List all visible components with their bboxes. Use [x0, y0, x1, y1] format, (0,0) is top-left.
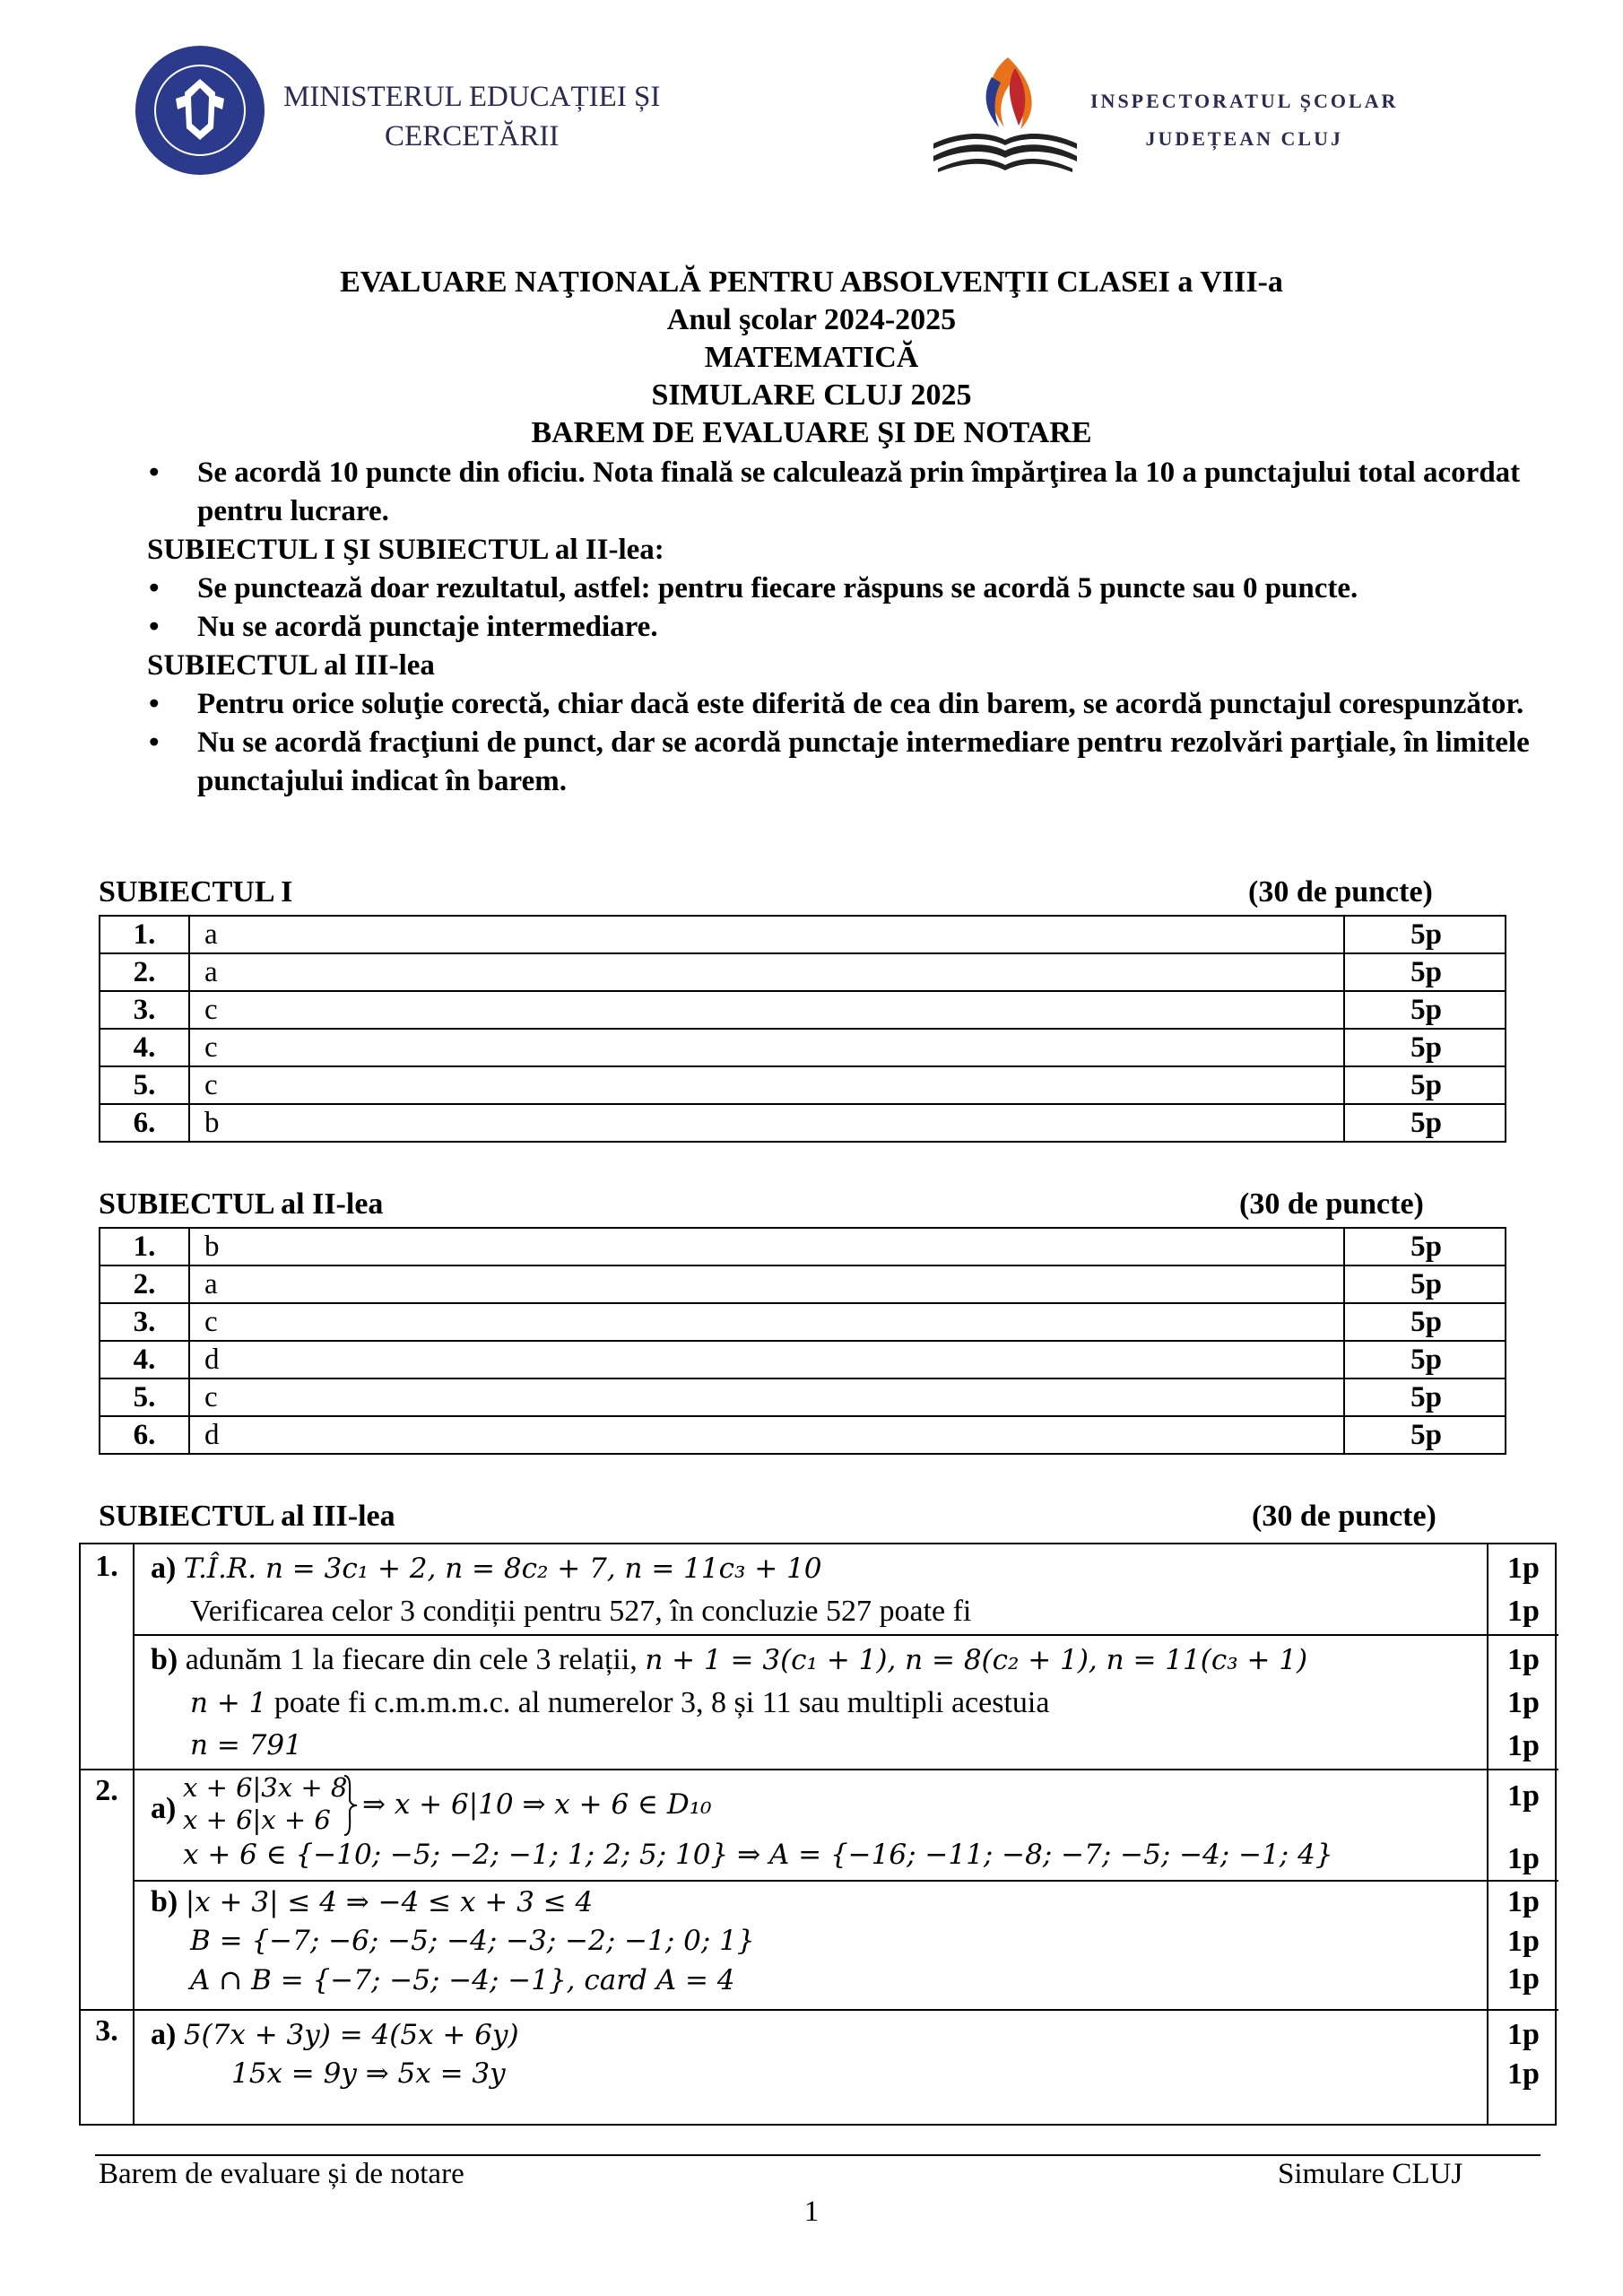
p2b-formula: |x + 3| ≤ 4 ⇒ −4 ≤ x + 3 ≤ 4: [185, 1886, 594, 1918]
row-points: 5p: [1344, 1303, 1506, 1341]
table-row: [100, 1265, 1506, 1303]
p1a-label: a): [151, 1552, 177, 1585]
isj-line-1: INSPECTORATUL ȘCOLAR: [1090, 90, 1399, 112]
p3a-line-1: [151, 2018, 519, 2052]
p2a-implication: ⇒ x + 6|10 ⇒ x + 6 ∈ D₁₀: [362, 1788, 712, 1821]
title-school-year: Anul şcolar 2024-2025: [666, 303, 957, 336]
isj-line-2: JUDEȚEAN CLUJ: [1145, 127, 1343, 150]
table-row: [100, 1228, 1506, 1265]
footer-left: Barem de evaluare și de notare: [99, 2158, 464, 2190]
p2a-system-line-2: x + 6|x + 6: [183, 1805, 331, 1835]
column-divider: [133, 1544, 135, 2124]
p3a-point-2: 1p: [1507, 2057, 1540, 2091]
row-points: 5p: [1344, 916, 1506, 953]
p1b-line-3: n = 791: [190, 1729, 302, 1761]
isj-book-flame-logo-icon: [929, 50, 1081, 176]
row-number: 4.: [100, 1341, 189, 1378]
row-answer: d: [189, 1341, 1344, 1378]
row-number: 5.: [100, 1378, 189, 1416]
p1b-line-2: [190, 1686, 1049, 1720]
right-brace-icon: [343, 1774, 359, 1837]
romanian-government-crest-icon: [133, 43, 267, 178]
ministry-line-1: MINISTERUL EDUCAȚIEI ȘI: [283, 81, 661, 113]
s2-answer-table: [99, 1227, 1506, 1455]
p1b-formula: n + 1 = 3(c₁ + 1), n = 8(c₂ + 1), n = 11(c₃ + 1): [645, 1644, 1308, 1676]
row-number: 3.: [100, 991, 189, 1029]
p1b-text: adunăm 1 la fiecare din cele 3 relații,: [185, 1643, 638, 1676]
row-answer: c: [189, 991, 1344, 1029]
s1-answer-table: [99, 915, 1506, 1143]
row-number: 6.: [100, 1416, 189, 1454]
row-answer: b: [189, 1104, 1344, 1142]
table-row: [100, 1029, 1506, 1066]
row-points: 5p: [1344, 1416, 1506, 1454]
row-number: 6.: [100, 1104, 189, 1142]
row-number: 4.: [100, 1029, 189, 1066]
s3-title: SUBIECTUL al III-lea: [99, 1500, 395, 1533]
table-row: [100, 1066, 1506, 1104]
p2a-point-1: 1p: [1507, 1779, 1540, 1813]
p2a-system-line-1: x + 6|3x + 8: [183, 1772, 348, 1803]
footer-divider: [95, 2154, 1541, 2156]
s1-heading: [99, 875, 1433, 909]
problem-1-number: 1.: [95, 1550, 118, 1583]
s3-points: (30 de puncte): [1252, 1500, 1436, 1533]
title-exam: EVALUARE NAŢIONALĂ PENTRU ABSOLVENŢII CLASEI a VIII-a: [340, 265, 1283, 299]
row-points: 5p: [1344, 1029, 1506, 1066]
row-points: 5p: [1344, 953, 1506, 991]
s2-points: (30 de puncte): [1239, 1187, 1424, 1221]
s2-heading: [99, 1187, 1424, 1222]
title-subject: MATEMATICĂ: [704, 341, 919, 374]
problem-2-number: 2.: [95, 1774, 118, 1807]
rule-result-only: • Se punctează doar rezultatul, astfel: pentru fiecare răspuns se acordă 5 puncte sau 0 puncte.: [147, 570, 1564, 608]
p1b-point-3: 1p: [1507, 1729, 1540, 1762]
rule-no-intermediate: • Nu se acordă punctaje intermediare.: [147, 608, 1564, 647]
p2a-label: a): [151, 1792, 177, 1825]
p2b-line-2: B = {−7; −6; −5; −4; −3; −2; −1; 0; 1}: [190, 1925, 755, 1957]
rules-heading-s3: SUBIECTUL al III-lea: [147, 649, 435, 682]
title-simulation: SIMULARE CLUJ 2025: [651, 378, 972, 412]
row-points: 5p: [1344, 1265, 1506, 1303]
row-points: 5p: [1344, 1341, 1506, 1378]
rules-heading-s1-s2: SUBIECTUL I ŞI SUBIECTUL al II-lea:: [147, 534, 664, 566]
isj-name: [1090, 83, 1398, 158]
document-titles: [0, 264, 1623, 452]
ministry-name: [283, 77, 660, 156]
p2b-line-1: [151, 1885, 593, 1919]
s2-title: SUBIECTUL al II-lea: [99, 1187, 384, 1221]
row-points: 5p: [1344, 1104, 1506, 1142]
p1a-line-1: [151, 1552, 822, 1586]
p1a-line-2: Verificarea celor 3 condiții pentru 527, în concluzie 527 poate fi: [190, 1595, 972, 1628]
p1a-point-2: 1p: [1507, 1595, 1540, 1628]
p1a-formula: T.Î.R. n = 3c₁ + 2, n = 8c₂ + 7, n = 11c₃ + 10: [183, 1552, 822, 1585]
row-answer: b: [189, 1228, 1344, 1265]
s3-heading: [99, 1500, 1436, 1534]
title-barem: BAREM DE EVALUARE ŞI DE NOTARE: [531, 416, 1092, 449]
table-row: [100, 916, 1506, 953]
rule-official-points: • Se acordă 10 puncte din oficiu. Nota finală se calculează prin împărţirea la 10 a punctajului total acordat pentru lucrare.: [147, 454, 1564, 531]
row-answer: a: [189, 953, 1344, 991]
rule-partial-points: • Nu se acordă fracţiuni de punct, dar se acordă punctaje intermediare pentru rezolvări parţiale, în limitele punctajului indicat în barem.: [147, 724, 1564, 801]
row-divider: [81, 2009, 1558, 2011]
row-points: 5p: [1344, 991, 1506, 1029]
page-number: 1: [803, 2196, 820, 2228]
footer-right: Simulare CLUJ: [1278, 2158, 1463, 2190]
row-divider: [133, 1880, 1558, 1882]
table-row: [100, 1378, 1506, 1416]
rule-any-correct-solution: • Pentru orice soluţie corectă, chiar dacă este diferită de cea din barem, se acordă punctajul corespunzător.: [147, 685, 1564, 724]
row-number: 1.: [100, 916, 189, 953]
row-number: 1.: [100, 1228, 189, 1265]
p1a-point-1: 1p: [1507, 1552, 1540, 1585]
p2a-point-2: 1p: [1507, 1842, 1540, 1875]
s1-points: (30 de puncte): [1248, 875, 1433, 909]
row-number: 2.: [100, 953, 189, 991]
p1b-point-1: 1p: [1507, 1643, 1540, 1676]
row-answer: c: [189, 1066, 1344, 1104]
row-points: 5p: [1344, 1228, 1506, 1265]
table-row: [100, 1416, 1506, 1454]
p2b-point-2: 1p: [1507, 1925, 1540, 1958]
row-answer: c: [189, 1029, 1344, 1066]
p1b-label: b): [151, 1643, 178, 1676]
ministry-line-2: CERCETĂRII: [385, 120, 560, 152]
s3-solutions-table: [79, 1543, 1557, 2126]
s1-title: SUBIECTUL I: [99, 875, 293, 909]
row-answer: c: [189, 1378, 1344, 1416]
row-number: 2.: [100, 1265, 189, 1303]
p3a-point-1: 1p: [1507, 2018, 1540, 2051]
row-divider: [133, 1634, 1558, 1636]
row-answer: c: [189, 1303, 1344, 1341]
table-row: [100, 1341, 1506, 1378]
p2b-label: b): [151, 1885, 178, 1918]
row-number: 3.: [100, 1303, 189, 1341]
row-answer: a: [189, 916, 1344, 953]
p2b-point-3: 1p: [1507, 1962, 1540, 1996]
row-points: 5p: [1344, 1378, 1506, 1416]
p1b-point-2: 1p: [1507, 1686, 1540, 1719]
row-answer: d: [189, 1416, 1344, 1454]
page-header: [0, 0, 1623, 179]
p3a-line-2: 15x = 9y ⇒ 5x = 3y: [231, 2057, 506, 2090]
row-number: 5.: [100, 1066, 189, 1104]
table-row: [100, 1104, 1506, 1142]
p2a-line-2: x + 6 ∈ {−10; −5; −2; −1; 1; 2; 5; 10} ⇒ A = {−16; −11; −8; −7; −5; −4; −1; 4}: [183, 1839, 1333, 1871]
table-row: [100, 991, 1506, 1029]
row-answer: a: [189, 1265, 1344, 1303]
p1b-text-2: poate fi c.m.m.m.c. al numerelor 3, 8 și 11 sau multipli acestuia: [273, 1686, 1050, 1719]
row-divider: [81, 1769, 1558, 1770]
table-row: [100, 1303, 1506, 1341]
row-points: 5p: [1344, 1066, 1506, 1104]
p3a-formula: 5(7x + 3y) = 4(5x + 6y): [183, 2019, 519, 2051]
p1b-line-1: [151, 1643, 1307, 1677]
grading-rules: [147, 454, 1564, 801]
p2b-point-1: 1p: [1507, 1885, 1540, 1918]
problem-3-number: 3.: [95, 2014, 118, 2048]
table-row: [100, 953, 1506, 991]
p2b-line-3: A ∩ B = {−7; −5; −4; −1}, card A = 4: [190, 1964, 735, 1996]
p3a-label: a): [151, 2018, 177, 2051]
p1b-formula-2: n + 1: [190, 1687, 267, 1719]
